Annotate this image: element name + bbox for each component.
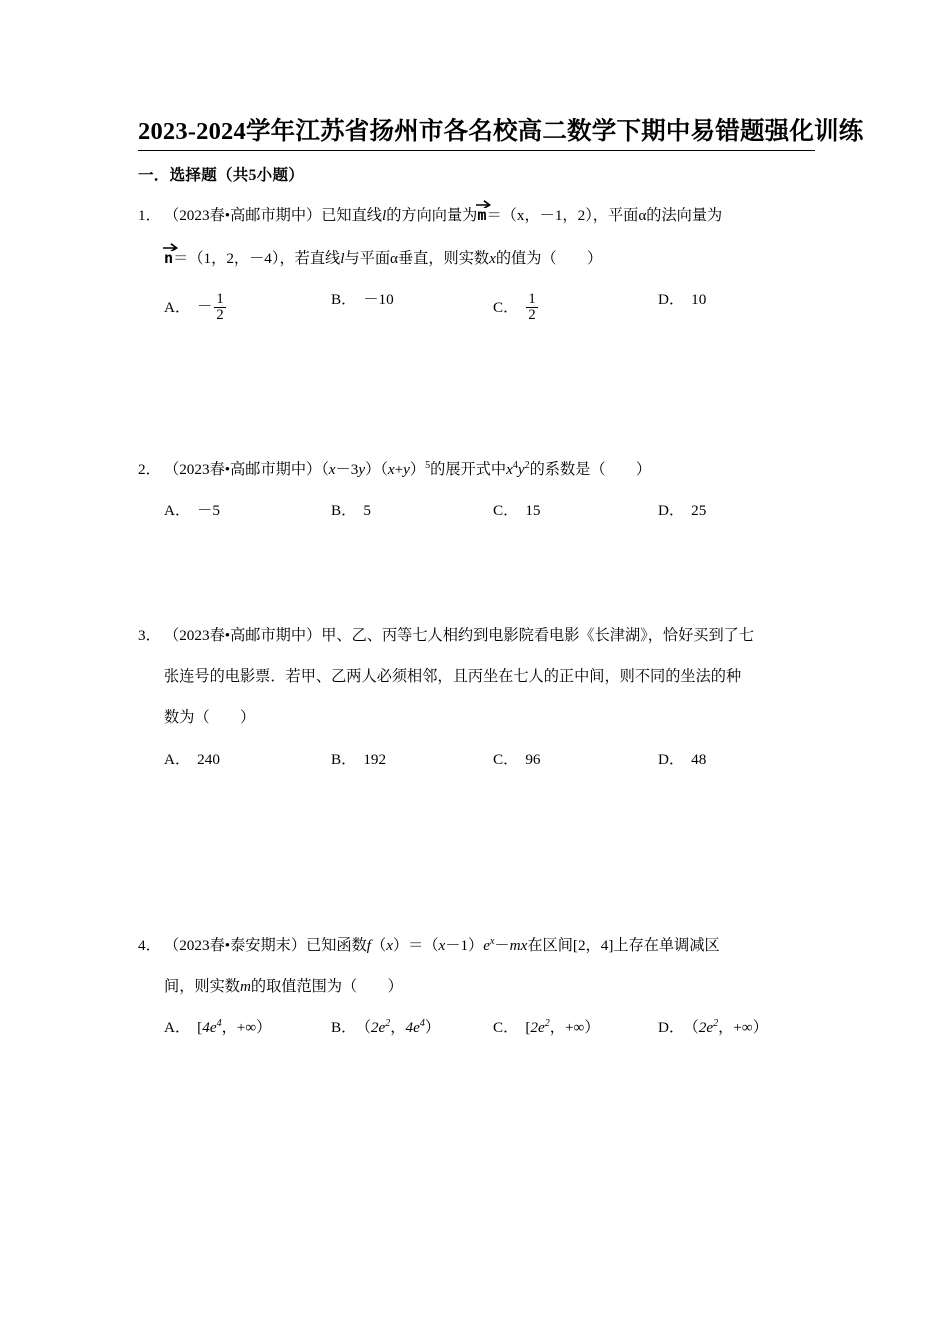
option-label: A． [164, 1019, 191, 1037]
question-2 [138, 459, 828, 533]
text-run: 的取值范围为（ ） [250, 978, 403, 996]
option-value: 5 [363, 502, 371, 520]
interval-lower: $2e^2$ [698, 1018, 719, 1037]
option-label: A． [164, 298, 191, 316]
section-header: 一．选择题（共5小题） [138, 167, 305, 185]
option-label: C． [493, 1019, 519, 1037]
text-run: 的系数是（ ） [529, 461, 652, 478]
option-value [525, 291, 538, 324]
page-title: 2023-2024学年江苏省扬州市各名校高二数学下期中易错题强化训练 [138, 118, 864, 145]
math-variable: y [358, 461, 366, 478]
option-value [197, 292, 226, 323]
text-run: 与平面α垂直，则实数 [344, 250, 490, 268]
question-line [138, 979, 828, 994]
text-run: （2023春•高邮市期中）已知直线 [164, 207, 382, 224]
question-line [138, 935, 828, 954]
math-superscript: 4 [512, 459, 518, 471]
option-value: 96 [525, 750, 541, 768]
option-label: C． [493, 298, 519, 316]
option-label: D． [658, 502, 685, 520]
math-variable: l [381, 207, 387, 224]
option-a[interactable] [164, 1020, 271, 1035]
option-label: B． [331, 291, 357, 309]
option-d[interactable] [658, 752, 706, 767]
question-line [138, 206, 828, 223]
question-number: 3． [138, 627, 161, 644]
text-run: 的展开式中 [430, 461, 507, 478]
option-value: 192 [363, 750, 387, 768]
option-d[interactable] [658, 1020, 768, 1035]
math-variable: mx [509, 937, 528, 954]
math-variable: x [386, 937, 393, 954]
text-run: （2023春•高邮市期中）甲、乙、丙等七人相约到电影院看电影《长津湖》，恰好买到了七 [164, 627, 755, 644]
option-value: （$2e^2$，$4e^4$） [363, 1018, 441, 1037]
option-label: D． [658, 291, 685, 309]
fraction-numerator: 1 [528, 291, 536, 308]
math-superscript: x [489, 935, 495, 947]
text-run: + [394, 461, 404, 478]
math-variable: y [403, 461, 410, 478]
option-value: [$2e^2$，+∞） [525, 1018, 600, 1037]
option-value: 10 [691, 291, 707, 309]
text-run: 张连号的电影票．若甲、乙两人必须相邻，且丙坐在七人的正中间，则不同的坐法的种 [164, 668, 742, 686]
option-value: －10 [363, 291, 394, 309]
option-label: A． [164, 502, 191, 520]
fraction [214, 292, 225, 323]
question-number: 1． [138, 207, 161, 224]
option-d[interactable] [658, 292, 706, 307]
interval-upper: +∞ [733, 1019, 753, 1037]
text-run: ＝（1，2，－4），若直线 [173, 250, 341, 268]
question-line [138, 459, 828, 478]
question-line [138, 628, 828, 643]
math-variable: l [340, 250, 345, 268]
option-d[interactable] [658, 503, 706, 518]
option-c[interactable] [493, 503, 541, 518]
option-b[interactable] [331, 1020, 440, 1035]
fraction-denominator: 2 [528, 307, 536, 324]
option-c[interactable] [493, 1020, 600, 1035]
option-c[interactable] [493, 752, 541, 767]
math-variable: e [483, 937, 490, 954]
text-run: ） [409, 461, 426, 478]
question-number: 2． [138, 461, 161, 478]
option-a[interactable] [164, 752, 220, 767]
question-line [138, 710, 828, 725]
option-label: A． [164, 750, 191, 768]
math-variable: m [239, 978, 251, 996]
math-variable: x [506, 461, 513, 478]
interval-upper: +∞ [236, 1019, 257, 1037]
text-run: －3 [335, 461, 359, 478]
title-divider [138, 150, 815, 151]
option-label: B． [331, 502, 357, 520]
option-a[interactable] [164, 292, 227, 323]
text-run: 的值为（ ） [495, 250, 603, 268]
fraction-denominator: 2 [216, 307, 224, 324]
question-1 [138, 206, 828, 322]
question-number: 4． [138, 937, 161, 954]
text-run: （ [371, 937, 387, 954]
option-label: D． [658, 1019, 685, 1037]
math-superscript: 5 [425, 459, 431, 471]
option-label: C． [493, 750, 519, 768]
question-3 [138, 628, 828, 782]
option-row [138, 503, 828, 533]
text-run: 数为（ ） [164, 709, 256, 727]
minus-sign: － [197, 297, 213, 315]
text-run: ）（ [365, 461, 388, 478]
math-variable: y [517, 461, 525, 478]
math-variable: x [328, 461, 336, 478]
option-label: B． [331, 750, 357, 768]
option-b[interactable] [331, 752, 386, 767]
option-value: （$2e^2$，+∞） [691, 1018, 768, 1037]
option-value: 48 [691, 750, 707, 768]
option-b[interactable] [331, 292, 394, 307]
fraction-numerator: 1 [216, 291, 224, 308]
math-variable: x [387, 461, 395, 478]
math-variable: x [438, 937, 446, 954]
question-line [138, 249, 828, 266]
interval-upper: +∞ [564, 1019, 585, 1037]
math-variable: f [366, 937, 371, 954]
question-4 [138, 935, 828, 1050]
text-run: 间，则实数 [164, 978, 240, 996]
text-run: －1） [445, 937, 484, 954]
math-variable: x [489, 250, 496, 268]
interval-lower: $4e^4$ [202, 1018, 222, 1037]
vector-n: n [164, 249, 173, 266]
option-row [138, 1020, 828, 1050]
option-value: 15 [525, 502, 541, 520]
option-value: －5 [197, 502, 220, 520]
text-run: － [494, 937, 510, 954]
math-superscript: 2 [524, 459, 530, 471]
question-line [138, 669, 828, 684]
option-label: D． [658, 750, 685, 768]
fraction [526, 292, 537, 323]
interval-lower: $2e^2$ [530, 1018, 550, 1037]
option-value: [$4e^4$，+∞） [197, 1018, 272, 1037]
option-row [138, 752, 828, 782]
option-a[interactable] [164, 503, 220, 518]
option-label: C． [493, 502, 519, 520]
option-c[interactable] [493, 292, 539, 323]
vector-m: m [477, 206, 486, 223]
option-b[interactable] [331, 503, 371, 518]
interval-lower: $2e^2$ [370, 1018, 391, 1037]
option-value: 25 [691, 502, 707, 520]
option-label: B． [331, 1019, 357, 1037]
interval-upper: $4e^4$ [405, 1018, 425, 1037]
text-run: ）＝（ [392, 937, 439, 954]
text-run: ＝（x，－1，2），平面α的法向量为 [486, 207, 723, 224]
text-run: 的方向向量为 [386, 207, 478, 224]
text-run: （2023春•高邮市期中）（ [164, 461, 329, 478]
text-run: 在区间[2，4]上存在单调减区 [527, 937, 720, 954]
option-value: 240 [197, 750, 220, 768]
option-row [138, 292, 828, 322]
text-run: （2023春•泰安期末）已知函数 [164, 937, 367, 954]
